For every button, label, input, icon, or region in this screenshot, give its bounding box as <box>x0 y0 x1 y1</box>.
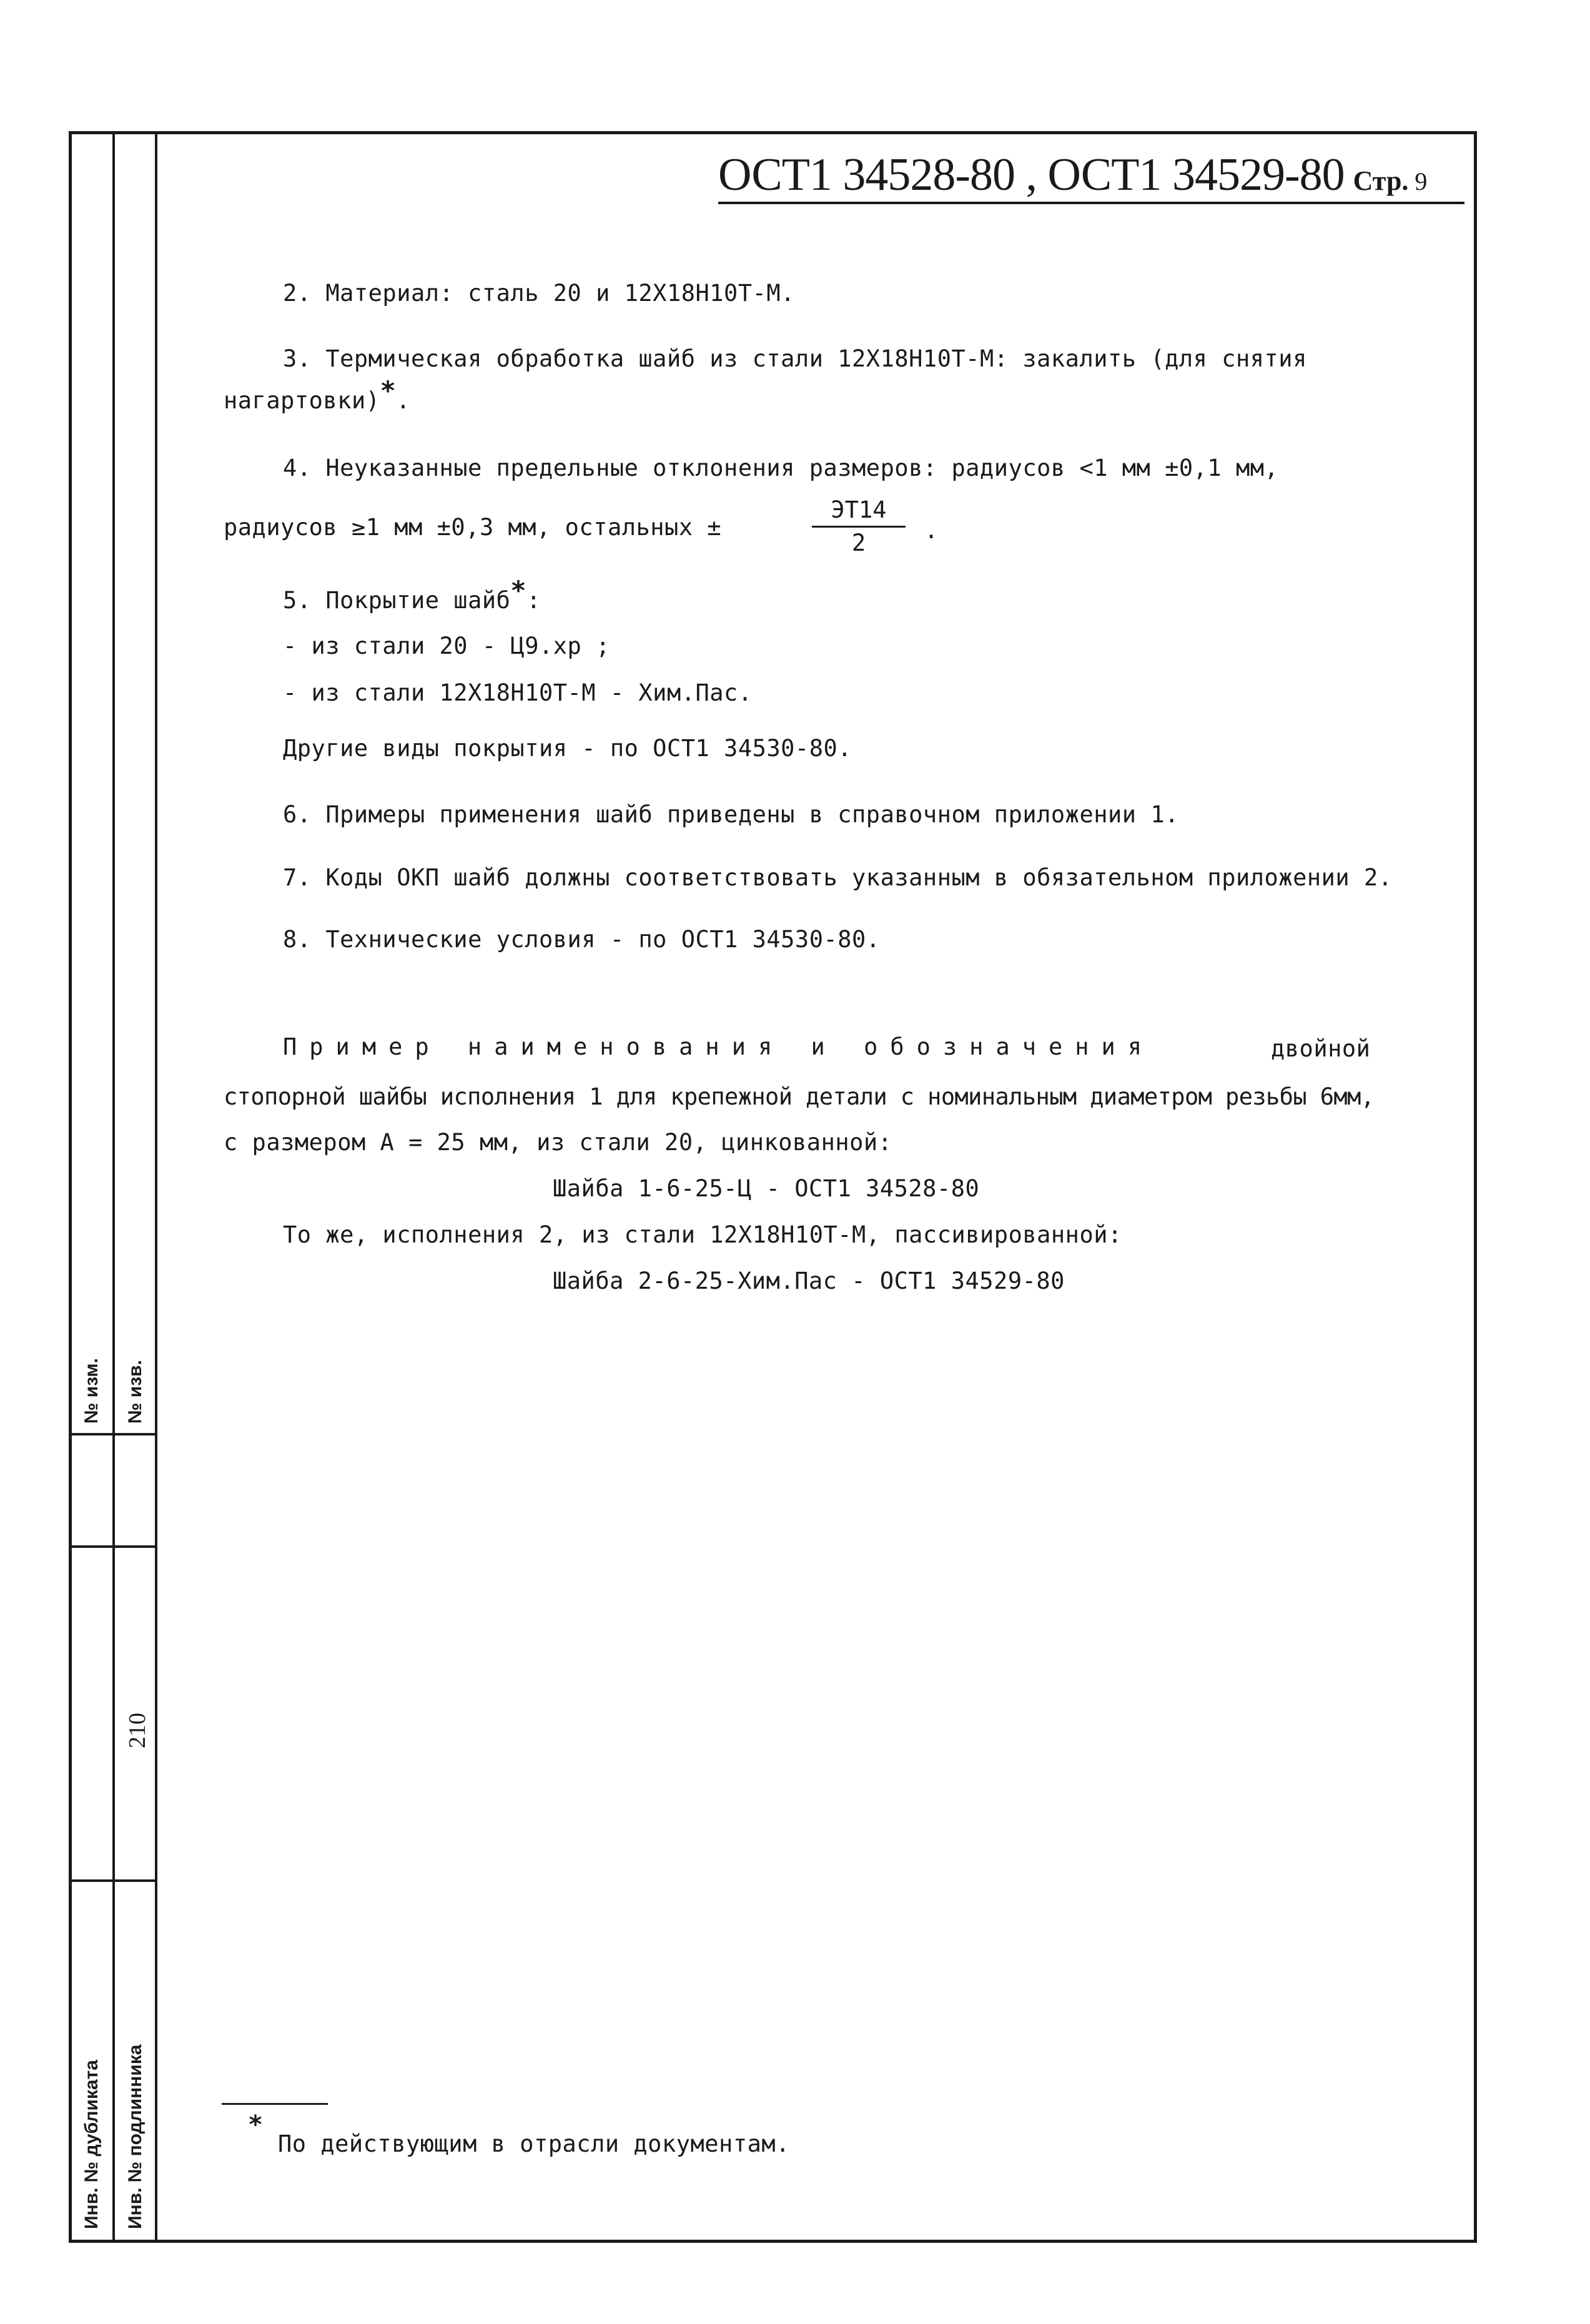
item-6: 6. Примеры применения шайб приведены в справочном приложении 1. <box>283 801 1179 828</box>
item-5-colon: : <box>526 587 541 614</box>
footnote-text: По действующим в отрасли документам. <box>278 2130 790 2157</box>
side-dubl-label: Инв. № дубликата <box>81 2059 102 2229</box>
side-strip-divider <box>69 1433 156 1435</box>
footnote-mark: * <box>248 2110 264 2139</box>
side-izm-label: № изм. <box>81 1358 102 1424</box>
item-3-line-1: 3. Термическая обработка шайб из стали 12Х18Н10Т-М: закалить (для снятия <box>283 345 1307 372</box>
example-designation-1: Шайба 1-6-25-Ц - ОСТ1 34528-80 <box>553 1175 980 1202</box>
side-strip-line <box>112 131 115 2243</box>
page-number: 9 <box>1415 167 1428 195</box>
fraction-bar <box>812 526 906 528</box>
fraction-denominator: 2 <box>851 529 866 556</box>
example-heading-tail: двойной <box>1271 1035 1371 1062</box>
item-4-line-2: радиусов ≥1 мм ±0,3 мм, остальных ± <box>224 514 722 541</box>
item-5-text: 5. Покрытие шайб <box>283 587 511 614</box>
item-3-text: нагартовки) <box>224 387 380 414</box>
side-strip-divider <box>69 1545 156 1548</box>
item-8: 8. Технические условия - по ОСТ1 34530-80. <box>283 926 881 953</box>
example-designation-2: Шайба 2-6-25-Хим.Пас - ОСТ1 34529-80 <box>553 1268 1065 1294</box>
example-line-5: То же, исполнения 2, из стали 12Х18Н10Т-М, пассивированной: <box>283 1221 1122 1248</box>
item-5-line-3: - из стали 12Х18Н10Т-М - Хим.Пас. <box>283 679 753 706</box>
item-4-end: . <box>924 517 939 544</box>
page-label: Стр. <box>1353 165 1409 196</box>
item-5-line-2: - из стали 20 - Ц9.хр ; <box>283 633 610 659</box>
side-number: 210 <box>124 1713 151 1748</box>
item-3-end: . <box>396 387 411 414</box>
document-header <box>718 149 1477 199</box>
side-podl-label: Инв. № подлинника <box>125 2044 146 2229</box>
header-rule <box>718 202 1464 204</box>
side-strip-divider <box>69 1879 156 1882</box>
item-5-line-4: Другие виды покрытия - по ОСТ1 34530-80. <box>283 735 852 762</box>
footnote-marker: * <box>380 375 397 406</box>
item-3-line-2 <box>224 375 411 415</box>
standard-code: ОСТ1 34528-80 , ОСТ1 34529-80 <box>718 149 1345 200</box>
item-5-line-1 <box>283 575 541 614</box>
side-izv-label: № изв. <box>125 1360 146 1424</box>
fraction-numerator: ЭТ14 <box>831 496 887 523</box>
item-2: 2. Материал: сталь 20 и 12Х18Н10Т-М. <box>283 280 795 307</box>
footnote-marker: * <box>510 575 527 606</box>
footnote-rule <box>222 2103 328 2105</box>
item-4-line-1: 4. Неуказанные предельные отклонения размеров: радиусов <1 мм ±0,1 мм, <box>283 455 1279 481</box>
example-heading: Пример наименования и обозначения <box>283 1033 1155 1060</box>
side-strip-line <box>155 131 157 2243</box>
example-line-2: стопорной шайбы исполнения 1 для крепежной детали с номинальным диаметром резьбы 6мм, <box>224 1083 1375 1110</box>
example-line-3: с размером А = 25 мм, из стали 20, цинкованной: <box>224 1129 892 1156</box>
item-7: 7. Коды ОКП шайб должны соответствовать указанным в обязательном приложении 2. <box>283 864 1393 891</box>
